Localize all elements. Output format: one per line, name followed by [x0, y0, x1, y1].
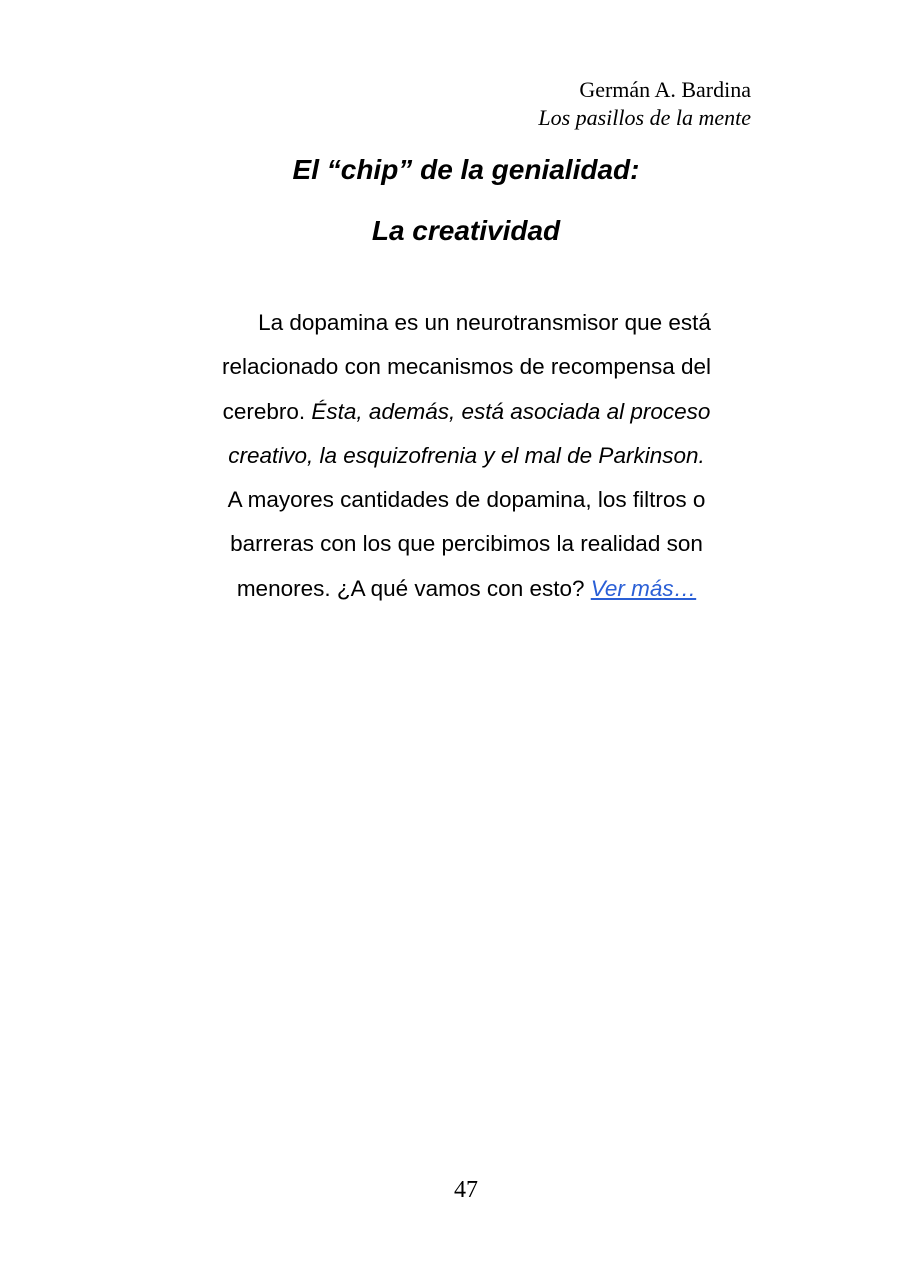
paragraph-line: relacionado con mecanismos de recompensa del [221, 354, 712, 380]
paragraph-text: cerebro. [222, 398, 312, 424]
body-paragraph [180, 301, 753, 611]
paragraph-text: menores. ¿A qué vamos con esto? [236, 575, 591, 601]
paragraph-line: barreras con los que percibimos la realidad son [230, 531, 703, 557]
paragraph-line [180, 434, 753, 478]
ver-mas-link[interactable]: Ver más… [590, 575, 697, 601]
running-header [538, 76, 751, 132]
author-name: Germán A. Bardina [579, 77, 751, 102]
paragraph-line [180, 390, 753, 434]
page-number: 47 [454, 1177, 478, 1203]
paragraph-line: La dopamina es un neurotransmisor que está [258, 310, 711, 335]
chapter-title-line-2: La creatividad [371, 215, 561, 246]
paragraph-line [180, 567, 753, 611]
book-title: Los pasillos de la mente [538, 105, 751, 130]
chapter-title-line-1: El “chip” de la genialidad: [292, 154, 640, 185]
paragraph-line: A mayores cantidades de dopamina, los filtros o [227, 487, 706, 513]
paragraph-italic-text: Ésta, además, está asociada al proceso [311, 398, 711, 424]
paragraph-italic-text: creativo, la esquizofrenia y el mal de Parkinson. [228, 442, 705, 468]
